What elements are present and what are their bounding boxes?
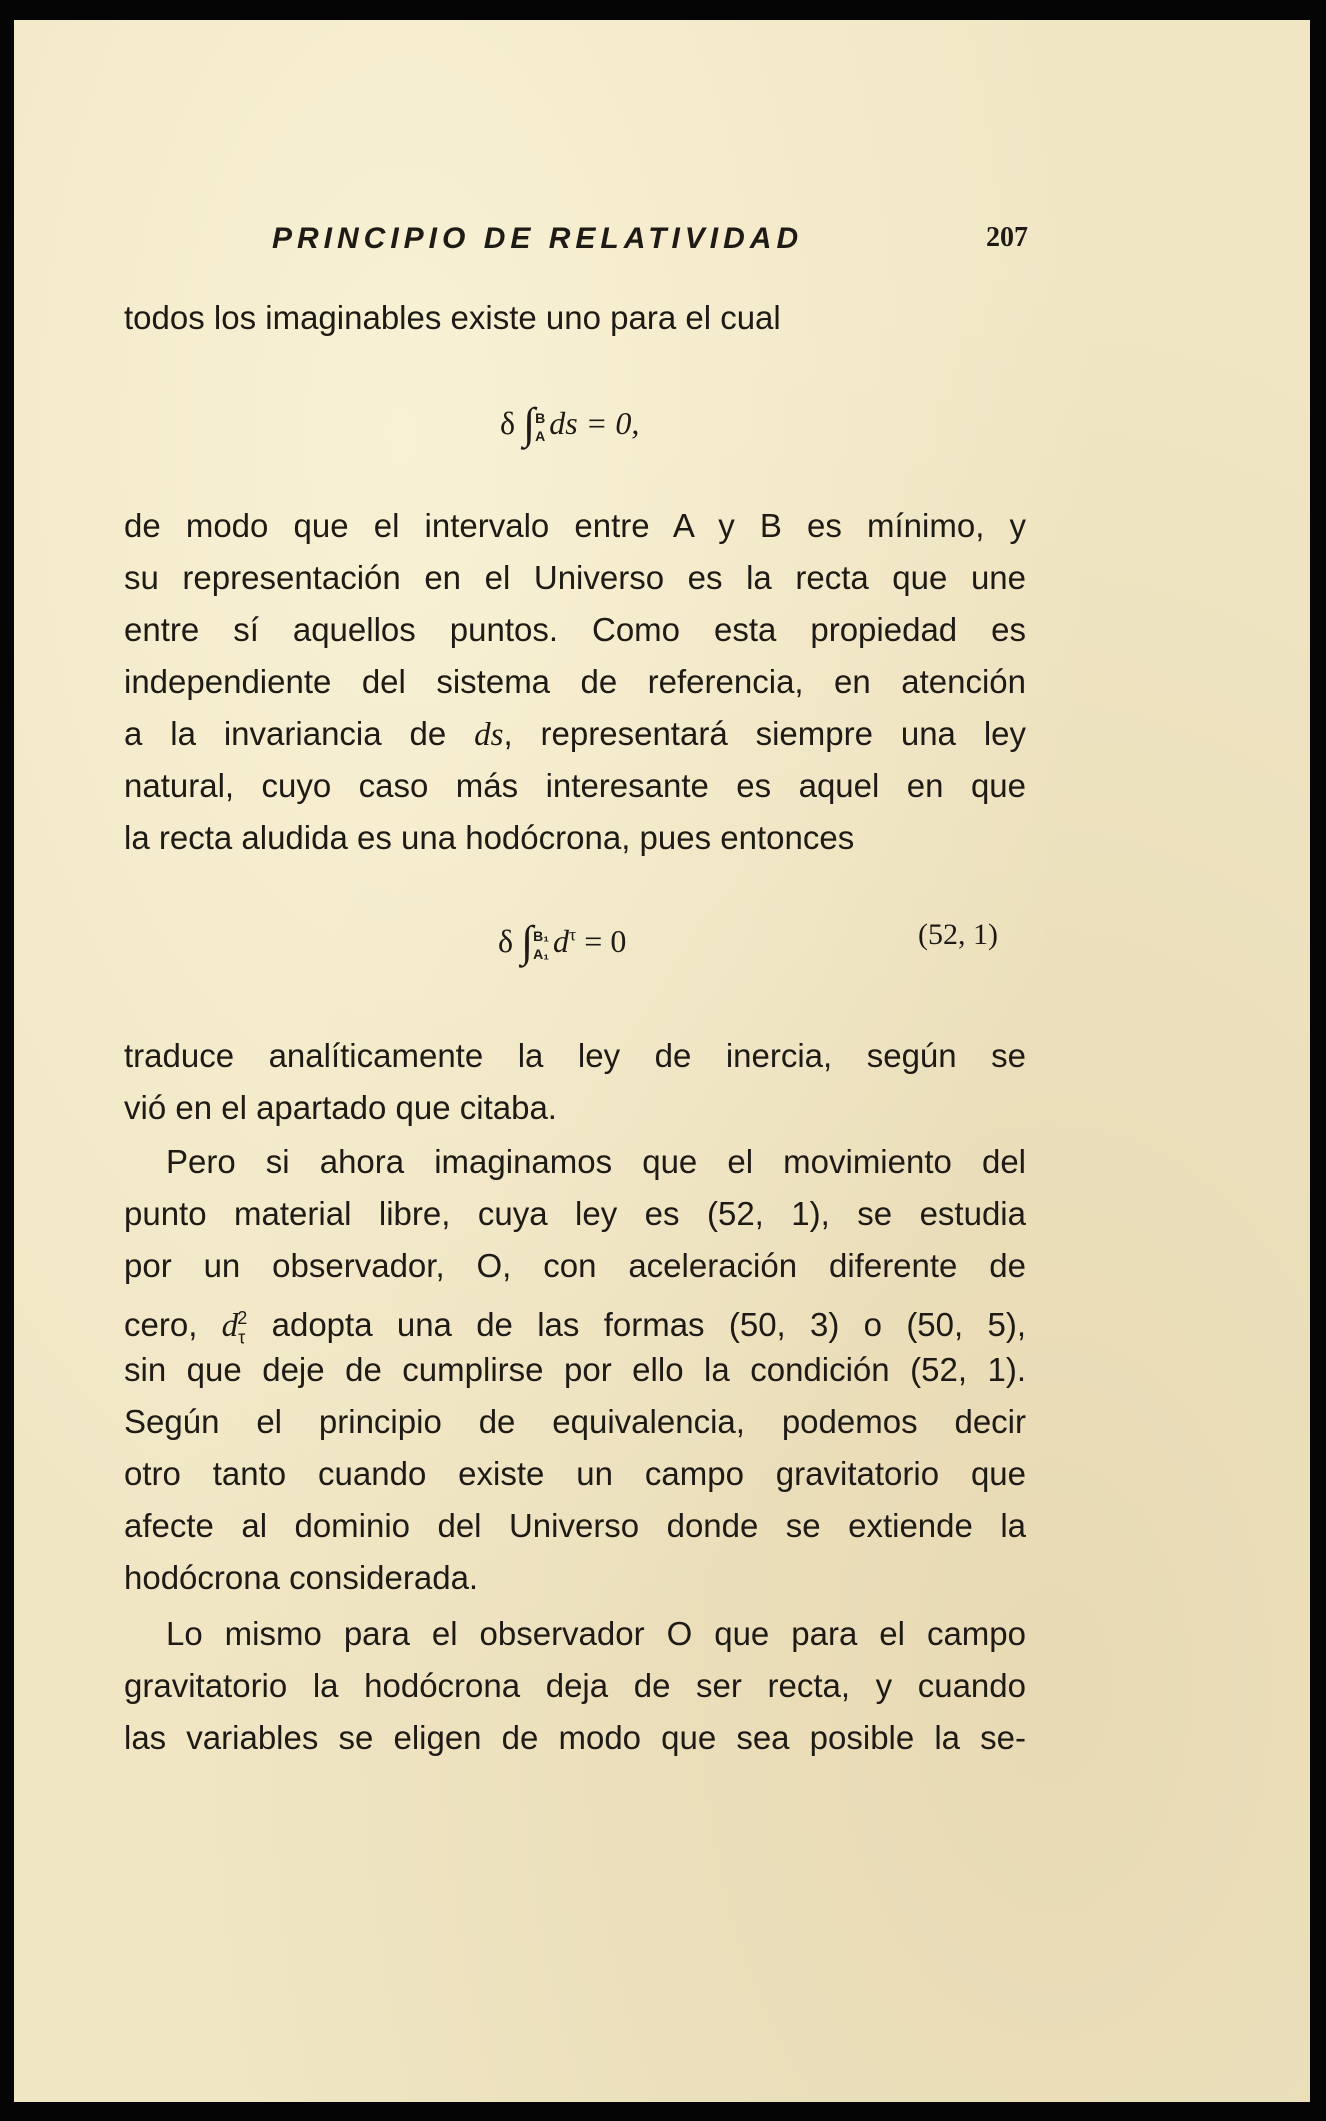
text-line: afecte al dominio del Universo donde se extiende la [124,1507,1026,1544]
text-line: punto material libre, cuya ley es (52, 1), se estudia [124,1195,1026,1232]
lower-limit: A₁ [533,945,550,962]
text-line: todos los imaginables existe uno para el cual [124,299,781,336]
text-line: de modo que el intervalo entre A y B es mínimo, y [124,507,1026,544]
text-line: Según el principio de equivalencia, podemos decir [124,1403,1026,1440]
text-span: a la invariancia de [124,715,475,752]
integral-symbol: ∫ [523,399,536,448]
formula-tau: τ [569,924,577,945]
text-line: vió en el apartado que citaba. [124,1089,557,1126]
text-line: sin que deje de cumplirse por ello la condición (52, 1). [124,1351,1026,1388]
delta-symbol: δ [500,405,516,441]
text-line: las variables se eligen de modo que sea posible la se- [124,1719,1026,1756]
formula-rest: = 0 [576,923,627,959]
formula-integral-dtau [498,912,627,966]
text-line: hodócrona considerada. [124,1559,479,1596]
text-line: natural, cuyo caso más interesante es aquel en que [124,767,1026,804]
equation-number: (52, 1) [918,918,998,951]
text-line [124,1298,1026,1358]
delta-symbol: δ [498,923,514,959]
text-line: Pero si ahora imaginamos que el movimiento del [166,1143,1026,1180]
text-span: cero, [124,1306,222,1343]
text-span-italic: d [221,1308,239,1344]
formula-d: d [553,923,570,959]
text-line: gravitatorio la hodócrona deja de ser recta, y cuando [124,1667,1026,1704]
running-title: PRINCIPIO DE RELATIVIDAD [272,222,804,255]
superscript-two: 2 [237,1308,248,1328]
formula-body: ds = 0, [549,405,640,441]
text-line [124,714,1026,755]
text-line: independiente del sistema de referencia, en atención [124,663,1026,700]
text-line: traduce analíticamente la ley de inercia, según se [124,1037,1026,1074]
integral-symbol: ∫ [521,917,534,966]
subscript-tau: τ [238,1327,246,1348]
upper-limit: B₁ [533,927,550,944]
text-span: adopta una de las formas (50, 3) o (50, 5), [247,1306,1026,1343]
text-line: Lo mismo para el observador O que para el campo [166,1615,1026,1652]
formula-integral-ds [500,394,640,448]
upper-limit: B [535,409,546,426]
lower-limit: A [535,427,546,444]
text-line: por un observador, O, con aceleración diferente de [124,1247,1026,1284]
text-line: su representación en el Universo es la recta que une [124,559,1026,596]
text-span-italic: ds [474,717,504,753]
text-line: otro tanto cuando existe un campo gravitatorio que [124,1455,1026,1492]
page-number: 207 [986,222,1028,253]
text-line: la recta aludida es una hodócrona, pues entonces [124,819,855,856]
text-line: entre sí aquellos puntos. Como esta propiedad es [124,611,1026,648]
text-span: , representará siempre una ley [503,715,1027,752]
